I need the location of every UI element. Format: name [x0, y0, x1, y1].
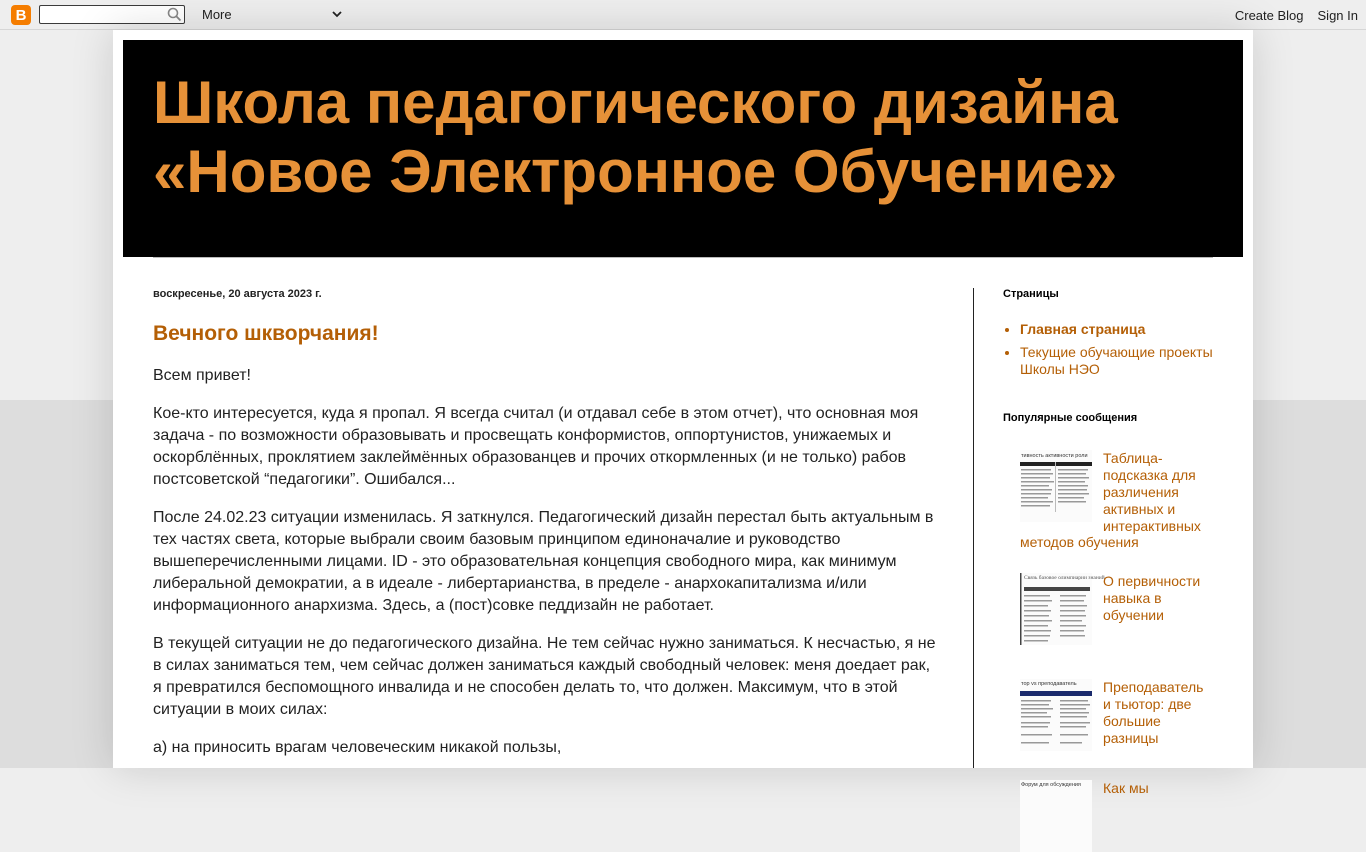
sign-in-link[interactable]: Sign In: [1317, 7, 1358, 23]
search-icon[interactable]: [167, 7, 182, 22]
post-paragraph: Кое-кто интересуется, куда я пропал. Я всегда считал (и отдавал себе в этом отчет), что основная моя задача - по возможности образовывать и просвещать конформистов, оппортунистов, унижаемых и оскорблённых, проклятием заклеймённых образованцев и прочих откормленных (и не только) рабов постсоветской “педагогики”. Ошибался...: [153, 405, 919, 488]
blogger-navbar: [0, 0, 1366, 30]
header-divider: [153, 257, 1213, 258]
page-link-projects[interactable]: • Текущие обучающие проекты Школы НЭО: [1020, 344, 1223, 378]
pages-list: [1003, 321, 1223, 378]
thumb-caption: тор vs преподаватель: [1021, 681, 1077, 687]
popular-posts-title: Популярные сообщения: [1003, 412, 1138, 424]
popular-post-thumbnail[interactable]: [1020, 450, 1092, 522]
sidebar: [1003, 288, 1223, 820]
page-link-home[interactable]: • Главная страница: [1020, 321, 1223, 338]
more-dropdown-label: More: [202, 6, 232, 22]
popular-post-link[interactable]: О первичности навыка в обучении: [1103, 573, 1201, 623]
blogger-logo-icon[interactable]: B: [11, 5, 31, 25]
post-paragraph: Всем привет!: [153, 367, 251, 384]
popular-post-item: [1020, 679, 1223, 774]
popular-post-thumbnail[interactable]: [1020, 780, 1092, 852]
more-dropdown[interactable]: [196, 4, 344, 24]
popular-post-link-tail[interactable]: методов обучения: [1020, 534, 1139, 550]
column-divider: [973, 288, 974, 768]
popular-post-item: [1020, 450, 1223, 565]
search-input[interactable]: [39, 5, 185, 24]
post-paragraph: В текущей ситуации не до педагогического дизайна. Не тем сейчас нужно заниматься. К несчастью, я не в силах заниматься тем, чем сейчас должен заниматься каждый свободный человек: меня доедает рак, я превратился беспомощного инвалида и не способен делать то, что должен. Максимум, что в этой ситуации в моих силах:: [153, 635, 936, 718]
thumb-caption: Форум для обсуждения: [1021, 782, 1081, 788]
blog-title-line1[interactable]: Школа педагогического дизайна: [153, 69, 1118, 136]
blog-title-line2[interactable]: «Новое Электронное Обучение»: [153, 138, 1118, 205]
popular-post-item: [1020, 780, 1223, 820]
popular-post-link[interactable]: Как мы: [1103, 780, 1149, 796]
pages-widget-title: Страницы: [1003, 288, 1059, 300]
popular-post-thumbnail[interactable]: [1020, 679, 1092, 751]
post-date: воскресенье, 20 августа 2023 г.: [153, 288, 322, 300]
thumb-caption: Связь базовое олимпиарии знаний: [1024, 575, 1105, 581]
blog-header: [123, 40, 1243, 257]
popular-post-link[interactable]: Таблица-подсказка для различения активных и интерактивных: [1103, 450, 1201, 534]
popular-post-thumbnail[interactable]: [1020, 573, 1105, 645]
popular-post-link[interactable]: Преподаватель и тьютор: две большие разницы: [1103, 679, 1204, 746]
main-column: [153, 288, 943, 775]
post-body: [153, 365, 943, 759]
post-title[interactable]: Вечного шкворчания!: [153, 322, 379, 345]
content-outer: [113, 30, 1253, 796]
popular-post-item: [1020, 573, 1223, 673]
create-blog-link[interactable]: Create Blog: [1234, 7, 1304, 23]
blog-title[interactable]: [153, 68, 1213, 206]
post-paragraph: а) на приносить врагам человеческим никакой пользы,: [153, 739, 562, 756]
post-paragraph: После 24.02.23 ситуации изменилась. Я заткнулся. Педагогический дизайн перестал быть актуальным в тех частях света, которые выбрали своим базовым принципом единоначалие и руководство вышеперечисленными лицами. ID - это образовательная концепция свободного мира, как минимум либеральной демократии, а в идеале - либертарианства, в пределе - анархокапитализма и/или информационного анархизма. Здесь, а (пост)совке педдизайн не работает.: [153, 509, 934, 614]
thumb-caption: тивность активности роли: [1021, 453, 1088, 459]
chevron-down-icon: [332, 9, 342, 19]
